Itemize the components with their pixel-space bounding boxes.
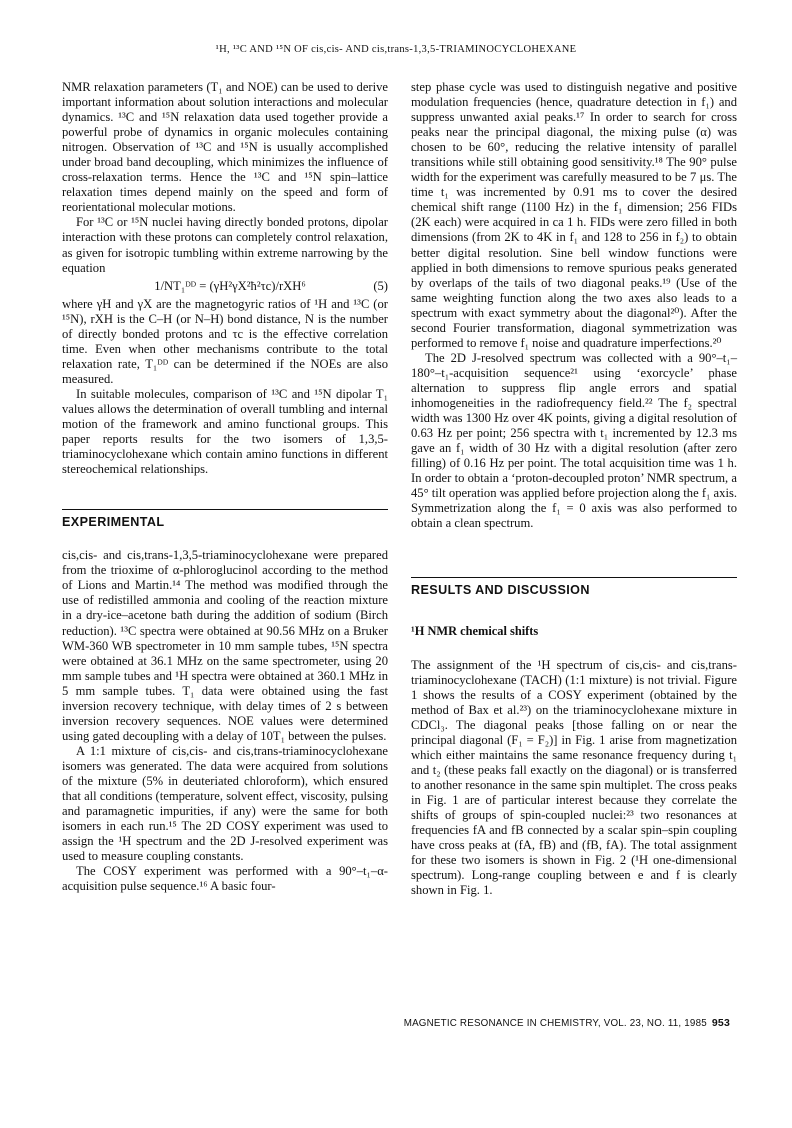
left-column: [62, 80, 388, 894]
experimental-paragraph-1: cis,cis- and cis,trans-1,3,5-triaminocyclohexane were prepared from the trioxime of α-phloroglucinol according to the method of Lions and Martin.¹⁴ The method was modified through the use of redistilled ammonia and cooling of the reaction mixture in a dry-ice–acetone bath during the addition of sodium (Birch reduction). ¹³C spectra were obtained at 90.56 MHz on a Bruker WM-360 WB spectrometer in 10 mm sample tubes, ¹⁵N spectra were obtained at 36.1 MHz on the same spectrometer, using 20 mm sample tubes and ¹H spectra were obtained at 360.1 MHz in 5 mm sample tubes. T₁ data were obtained using the fast inversion recovery technique, with delay times of 2 s between inversion recovery sequences. NOE values were determined using gated decoupling with a delay of 10T₁ between the pulses.: [62, 548, 388, 743]
intro-paragraph-3: where γH and γX are the magnetogyric ratios of ¹H and ¹³C (or ¹⁵N), rXH is the C–H (or N–H) bond distance, N is the number of directly bonded protons and τc is the effective correlation time. Even when other mechanisms contribute to the total relaxation rate, T₁ᴰᴰ can be determined if the NOEs are also measured.: [62, 296, 388, 386]
intro-paragraph-4: In suitable molecules, comparison of ¹³C and ¹⁵N dipolar T₁ values allows the determination of overall tumbling and internal motion of the framework and amino functional groups. This paper reports results for the two isomers of 1,3,5-triaminocyclohexane which contain amino functions in different stereochemical relationships.: [62, 386, 388, 477]
results-heading: RESULTS AND DISCUSSION: [411, 577, 737, 598]
cosy-paragraph: step phase cycle was used to distinguish negative and positive modulation frequencies (hence, quadrature detection in f₁) and suppress unwanted axial peaks.¹⁷ In order to search for cross peaks near the principal diagonal, the mixing pulse (α) was chosen to be 60°, reducing the relative intensity of parallel transitions while still obtaining good sensitivity.¹⁸ The 90° pulse width for the experiment was carefully measured to be 7 μs. The time t₁ was incremented by 0.91 ms to cover the desired chemical shift range (1100 Hz) in the f₁ dimension; 256 FIDs (2K each) were acquired in ca 1 h. FIDs were zero filled in both dimensions (from 2K to 4K in f₁ and 128 to 256 in f₂) to obtain better digital resolution. Sine bell window functions were applied in both dimensions to remove spurious peaks generated by overlaps of the tails of two diagonal peaks.¹⁹ (Use of the same weighting function along the two axes also leads to a spectrum with exact symmetry about the diagonal²⁰). After the second Fourier transformation, diagonal symmetrization was performed to remove f₁ noise and quadrature imperfections.²⁰: [411, 80, 737, 350]
experimental-paragraph-3: The COSY experiment was performed with a 90°–t₁–α-acquisition pulse sequence.¹⁶ A basic four-: [62, 864, 388, 894]
jresolved-paragraph: The 2D J-resolved spectrum was collected with a 90°–t₁–180°–t₁-acquisition sequence²¹ using ‘exorcycle’ phase alternation to suppress flip angle errors and spatial inhomogeneities in the radiofrequency field.²² The f₂ spectral width was 1300 Hz over 4K points, giving a digital resolution of 0.63 Hz per point; 256 spectra with t₁ incremented by 12.3 ms gave an f₁ width of 30 Hz with a digital resolution (after zero filling) of 0.16 Hz per point. The total acquisition time was 1 h. In order to obtain a ‘proton-decoupled proton’ NMR spectrum, a 45° tilt operation was applied before projection along the f₁ axis. Symmetrization along the f₁ = 0 axis was also performed to obtain a clean spectrum.: [411, 350, 737, 531]
intro-paragraph-2: For ¹³C or ¹⁵N nuclei having directly bonded protons, dipolar interaction with these protons can completely control relaxation, as given for isotropic tumbling within extreme narrowing by the equation: [62, 215, 388, 275]
experimental-heading: EXPERIMENTAL: [62, 509, 388, 530]
page-footer: [404, 1017, 730, 1029]
intro-paragraph-1: NMR relaxation parameters (T₁ and NOE) can be used to derive important information about solution interactions and molecular dynamics. ¹³C and ¹⁵N relaxation data used together provide a powerful probe of dynamics in organic molecules containing nitrogen. Observation of ¹³C and ¹⁵N is usually accomplished under broad band decoupling, which minimizes the influence of cross-relaxation terms. Hence the ¹³C and ¹⁵N spin–lattice relaxation times depend mainly on the speed and form of reorientational molecular motions.: [62, 80, 388, 215]
chemical-shifts-subheading: ¹H NMR chemical shifts: [411, 624, 539, 639]
experimental-paragraph-2: A 1:1 mixture of cis,cis- and cis,trans-triaminocyclohexane isomers was generated. The data were acquired from solutions of the mixture (5% in deuteriated chloroform), which ensured that all conditions (temperature, solvent effect, viscosity, pulsing and paramagnetic impurities, if any) were the same for both isomers in each run.¹⁵ The 2D COSY experiment was used to assign the ¹H spectrum and the 2D J-resolved experiment was used to measure coupling constants.: [62, 743, 388, 864]
equation-body: 1/NT₁ᴰᴰ = (γH²γX²ħ²τc)/rXH⁶: [154, 278, 306, 293]
running-head: ¹H, ¹³C AND ¹⁵N OF cis,cis- AND cis,trans-1,3,5-TRIAMINOCYCLOHEXANE: [215, 44, 577, 55]
equation-5: [62, 279, 388, 294]
results-paragraph: The assignment of the ¹H spectrum of cis,cis- and cis,trans-triaminocyclohexane (TACH) (1:1 mixture) is not trivial. Figure 1 shows the results of a COSY experiment (obtained by the method of Bax et al.²³) on the triaminocyclohexane mixture in CDCl₃. The diagonal peaks [those falling on or near the principal diagonal (F₁ = F₂)] in Fig. 1 arise from magnetization which either maintains the same resonance frequency during t₁ and t₂ (these peaks fall exactly on the diagonal) or is transferred to another resonance in the same spin multiplet. The cross peaks in Fig. 1 are of particular interest because they correlate the shifts of groups of spin-coupled nuclei:²³ two resonances at frequencies fA and fB connected by a scalar spin–spin coupling have cross peaks at (fA, fB) and (fB, fA). The total assignment for these two isomers is shown in Fig. 2 (¹H one-dimensional spectrum). Long-range coupling between e and f is clearly shown in Fig. 1.: [411, 657, 737, 898]
right-column: [411, 80, 737, 898]
page-number: 953: [711, 1017, 730, 1029]
journal-citation: MAGNETIC RESONANCE IN CHEMISTRY, VOL. 23, NO. 11, 1985: [403, 1018, 707, 1029]
equation-number: (5): [373, 278, 388, 293]
